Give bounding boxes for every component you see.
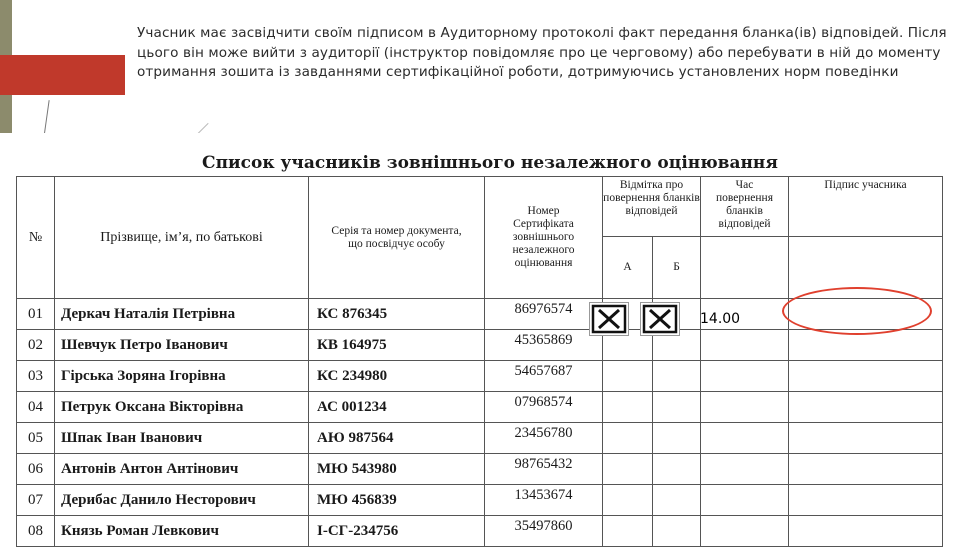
row-number: 02 bbox=[17, 330, 55, 361]
header-mark-b: Б bbox=[653, 237, 701, 299]
row-name: Деркач Наталія Петрівна bbox=[55, 299, 309, 330]
x-mark-icon bbox=[642, 304, 678, 334]
row-doc: МЮ 456839 bbox=[309, 485, 485, 516]
signature-highlight-oval bbox=[782, 287, 932, 335]
header-signature: Підпис учасника bbox=[789, 177, 943, 237]
row-cert: 98765432 bbox=[485, 454, 603, 485]
row-doc: І-СГ-234756 bbox=[309, 516, 485, 547]
row-doc: МЮ 543980 bbox=[309, 454, 485, 485]
header-cert: Номер Сертифіката зовнішнього незалежного оцінювання bbox=[485, 177, 603, 299]
row-doc: АС 001234 bbox=[309, 392, 485, 423]
header-mark-a: А bbox=[603, 237, 653, 299]
row-number: 05 bbox=[17, 423, 55, 454]
table-row bbox=[17, 454, 943, 485]
row-doc: КС 876345 bbox=[309, 299, 485, 330]
row-number: 06 bbox=[17, 454, 55, 485]
row-name: Петрук Оксана Вікторівна bbox=[55, 392, 309, 423]
table-row bbox=[17, 361, 943, 392]
table-row bbox=[17, 330, 943, 361]
document-title: Список учасників зовнішнього незалежного оцінювання bbox=[202, 153, 778, 173]
row-cert: 23456780 bbox=[485, 423, 603, 454]
row-doc: КС 234980 bbox=[309, 361, 485, 392]
row-name: Дерибас Данило Несторович bbox=[55, 485, 309, 516]
row-number: 04 bbox=[17, 392, 55, 423]
table-row bbox=[17, 485, 943, 516]
row-number: 03 bbox=[17, 361, 55, 392]
mark-a-checked-icon bbox=[589, 302, 629, 336]
row-cert: 07968574 bbox=[485, 392, 603, 423]
row-cert: 35497860 bbox=[485, 516, 603, 547]
table-row bbox=[17, 423, 943, 454]
mark-b-checked-icon bbox=[640, 302, 680, 336]
row-name: Антонів Антон Антінович bbox=[55, 454, 309, 485]
header-name: Прізвище, ім’я, по батькові bbox=[55, 177, 309, 299]
table-row bbox=[17, 392, 943, 423]
header-time: Час повернення бланків відповідей bbox=[701, 177, 789, 237]
row-name: Шевчук Петро Іванович bbox=[55, 330, 309, 361]
row-doc: АЮ 987564 bbox=[309, 423, 485, 454]
header-time-empty bbox=[701, 237, 789, 299]
row-name: Князь Роман Левкович bbox=[55, 516, 309, 547]
filled-return-time: 14.00 bbox=[700, 311, 741, 327]
intro-paragraph: Учасник має засвідчити своїм підписом в Аудиторному протоколі факт передання бланка(ів) відповідей. Після цього він може вийти з аудиторії (інструктор повідомляє про це черговому) або перебувати в ній до моменту отримання зошита із завданнями сертифікаційної роботи, дотримуючись установлених норм поведінки bbox=[137, 25, 947, 80]
row-cert: 54657687 bbox=[485, 361, 603, 392]
row-number: 08 bbox=[17, 516, 55, 547]
red-accent-tab bbox=[0, 55, 125, 95]
table-row bbox=[17, 516, 943, 547]
row-doc: КВ 164975 bbox=[309, 330, 485, 361]
row-cert: 13453674 bbox=[485, 485, 603, 516]
row-number: 01 bbox=[17, 299, 55, 330]
participants-table bbox=[16, 176, 943, 547]
header-doc: Серія та номер документа, що посвідчує особу bbox=[309, 177, 485, 299]
row-name: Шпак Іван Іванович bbox=[55, 423, 309, 454]
header-mark: Відмітка про повернення бланків відповідей bbox=[603, 177, 701, 237]
row-number: 07 bbox=[17, 485, 55, 516]
row-name: Гірська Зоряна Ігорівна bbox=[55, 361, 309, 392]
row-cert: 86976574 bbox=[485, 299, 603, 330]
row-cert: 45365869 bbox=[485, 330, 603, 361]
header-number: № bbox=[17, 177, 55, 299]
x-mark-icon bbox=[591, 304, 627, 334]
